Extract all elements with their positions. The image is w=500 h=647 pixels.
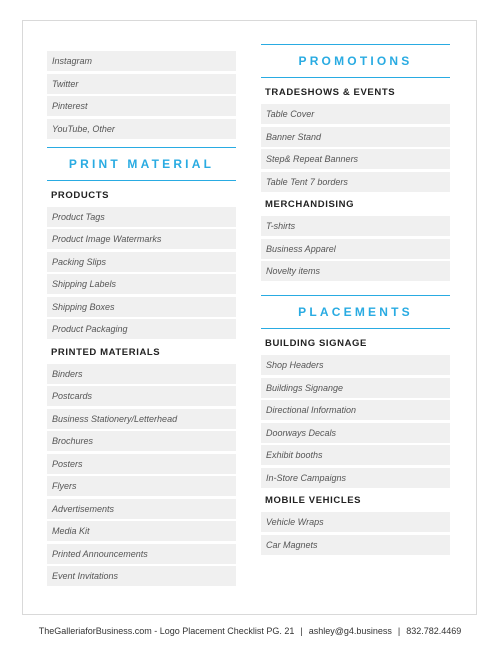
list-item: Printed Announcements xyxy=(47,544,236,564)
products-list xyxy=(47,207,236,340)
list-item: Table Tent 7 borders xyxy=(261,172,450,192)
list-item: Business Apparel xyxy=(261,239,450,259)
list-item: Shipping Boxes xyxy=(47,297,236,317)
list-item: Doorways Decals xyxy=(261,423,450,443)
building-signage-heading: BUILDING SIGNAGE xyxy=(265,338,367,349)
placements-banner xyxy=(261,295,450,329)
list-item: Directional Information xyxy=(261,400,450,420)
promotions-banner xyxy=(261,44,450,78)
list-item: Postcards xyxy=(47,386,236,406)
list-item: Twitter xyxy=(47,74,236,94)
list-item: Shipping Labels xyxy=(47,274,236,294)
list-item: Media Kit xyxy=(47,521,236,541)
list-item: Step& Repeat Banners xyxy=(261,149,450,169)
list-item: Vehicle Wraps xyxy=(261,512,450,532)
list-item: Event Invitations xyxy=(47,566,236,586)
page-footer xyxy=(0,626,500,636)
footer-email: ashley@g4.business xyxy=(308,626,392,636)
tradeshows-list xyxy=(261,104,450,192)
list-item: Buildings Signange xyxy=(261,378,450,398)
section-title: PLACEMENTS xyxy=(298,305,413,319)
list-item: Product Packaging xyxy=(47,319,236,339)
list-item: Pinterest xyxy=(47,96,236,116)
section-title: PROMOTIONS xyxy=(298,54,413,68)
mobile-vehicles-list xyxy=(261,512,450,555)
list-item: YouTube, Other xyxy=(47,119,236,139)
banner-rule-bottom xyxy=(261,77,450,78)
list-item: Binders xyxy=(47,364,236,384)
mobile-vehicles-heading: MOBILE VEHICLES xyxy=(265,495,362,506)
list-item: Product Tags xyxy=(47,207,236,227)
list-item: Packing Slips xyxy=(47,252,236,272)
printed-materials-heading: PRINTED MATERIALS xyxy=(51,346,161,358)
list-item: Business Stationery/Letterhead xyxy=(47,409,236,429)
footer-separator: | xyxy=(397,626,401,636)
merchandising-heading: MERCHANDISING xyxy=(265,199,355,210)
list-item: Instagram xyxy=(47,51,236,71)
section-title: PRINT MATERIAL xyxy=(68,156,215,171)
list-item: In-Store Campaigns xyxy=(261,468,450,488)
building-signage-list xyxy=(261,355,450,488)
list-item: Car Magnets xyxy=(261,535,450,555)
list-item: Exhibit booths xyxy=(261,445,450,465)
list-item: Brochures xyxy=(47,431,236,451)
merchandising-list xyxy=(261,216,450,281)
list-item: Table Cover xyxy=(261,104,450,124)
banner-rule-bottom xyxy=(261,328,450,329)
social-list xyxy=(47,51,236,139)
printed-materials-list xyxy=(47,364,236,587)
list-item: Flyers xyxy=(47,476,236,496)
list-item: Advertisements xyxy=(47,499,236,519)
banner-rule-bottom xyxy=(47,180,236,181)
list-item: Shop Headers xyxy=(261,355,450,375)
footer-separator: | xyxy=(300,626,303,636)
list-item: T-shirts xyxy=(261,216,450,236)
left-column xyxy=(47,51,236,589)
list-item: Posters xyxy=(47,454,236,474)
footer-document-info: TheGalleriaforBusiness.com - Logo Placement Checklist PG. 21 xyxy=(38,626,295,636)
list-item: Banner Stand xyxy=(261,127,450,147)
list-item: Novelty items xyxy=(261,261,450,281)
tradeshows-heading: TRADESHOWS & EVENTS xyxy=(265,87,396,98)
right-column xyxy=(261,44,450,557)
products-heading: PRODUCTS xyxy=(51,189,110,201)
list-item: Product Image Watermarks xyxy=(47,229,236,249)
footer-phone: 832.782.4469 xyxy=(406,626,462,636)
print-material-banner xyxy=(47,147,236,181)
